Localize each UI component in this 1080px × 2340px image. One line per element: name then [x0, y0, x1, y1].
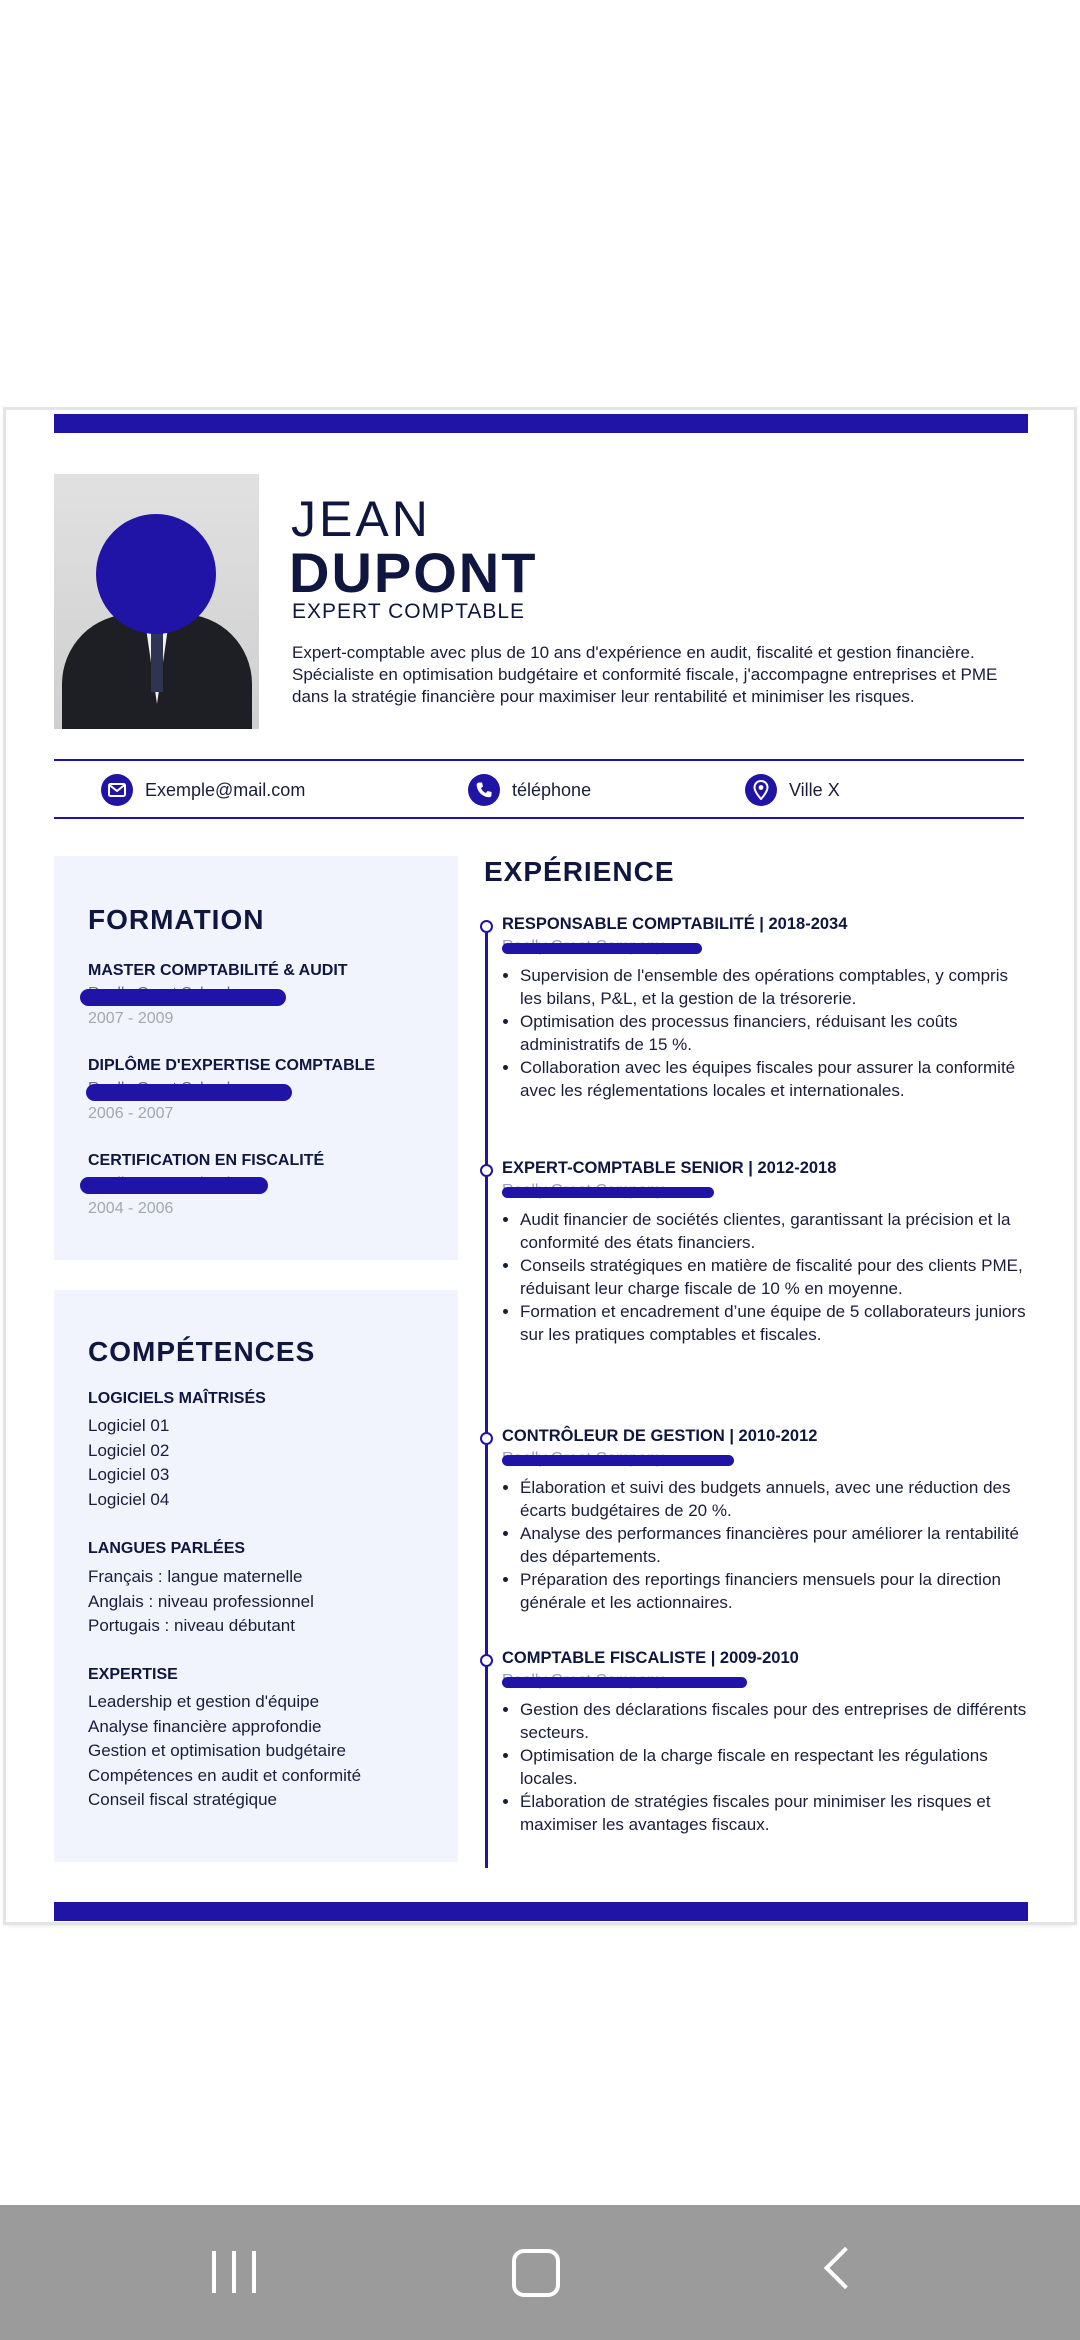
- bullet-item: • Gestion des déclarations fiscales pour des entreprises de différents secteurs.: [520, 1698, 1032, 1744]
- phone-icon: [468, 774, 500, 806]
- company-name: [502, 1670, 1032, 1692]
- competences-title: COMPÉTENCES: [88, 1336, 316, 1367]
- job-entry: [502, 1646, 1032, 1836]
- redaction-scribble: [502, 943, 702, 954]
- expertise-list: [88, 1690, 361, 1813]
- contact-email[interactable]: [101, 773, 305, 807]
- list-item: Analyse financière approfondie: [88, 1716, 322, 1736]
- job-role: EXPERT-COMPTABLE SENIOR | 2012-2018: [502, 1159, 837, 1177]
- bullet-item: • Préparation des reportings financiers mensuels pour la direction générale et les actionnaires.: [520, 1568, 1032, 1614]
- bullet-item: • Conseils stratégiques en matière de fiscalité pour des clients PME, réduisant leur charge fiscale de 10 % en moyenne.: [520, 1254, 1032, 1300]
- redaction-scribble: [80, 1177, 268, 1194]
- degree-name: DIPLÔME D'EXPERTISE COMPTABLE: [88, 1057, 376, 1074]
- list-item: Leadership et gestion d'équipe: [88, 1692, 320, 1711]
- mail-icon: [101, 774, 133, 806]
- back-icon[interactable]: [824, 2247, 866, 2289]
- bullet-item: • Optimisation des processus financiers, réduisant les coûts administratifs de 15 %.: [520, 1010, 1032, 1056]
- degree-name: MASTER COMPTABILITÉ & AUDIT: [88, 962, 348, 979]
- home-icon[interactable]: [512, 2249, 560, 2297]
- education-item: [88, 1149, 428, 1221]
- first-name: JEAN: [291, 491, 431, 547]
- timeline-dot: [480, 920, 493, 933]
- job-role: RESPONSABLE COMPTABILITÉ | 2018-2034: [502, 915, 848, 933]
- list-item: Logiciel 03: [88, 1465, 170, 1484]
- education-years: 2004 - 2006: [88, 1200, 174, 1217]
- list-item: Logiciel 01: [88, 1416, 170, 1435]
- school-name: [88, 1078, 428, 1100]
- degree-name: CERTIFICATION EN FISCALITÉ: [88, 1152, 325, 1169]
- bullet-item: • Collaboration avec les équipes fiscales pour assurer la conformité avec les réglementations locales et internationales.: [520, 1056, 1032, 1102]
- languages-heading: LANGUES PARLÉES: [88, 1540, 246, 1557]
- redaction-scribble: [502, 1187, 714, 1198]
- job-role: CONTRÔLEUR DE GESTION | 2010-2012: [502, 1427, 818, 1445]
- redaction-scribble: [502, 1455, 734, 1466]
- bottom-accent-bar: [54, 1902, 1028, 1921]
- school-name: [88, 1173, 428, 1195]
- expertise-heading: EXPERTISE: [88, 1666, 178, 1683]
- experience-title: EXPÉRIENCE: [484, 856, 675, 887]
- email-text: Exemple@mail.com: [145, 779, 306, 800]
- list-item: Français : langue maternelle: [88, 1567, 303, 1586]
- bullet-item: • Formation et encadrement d’une équipe de 5 collaborateurs juniors sur les pratiques comptables et fiscales.: [520, 1300, 1032, 1346]
- education-item: [88, 959, 428, 1031]
- company-name: [502, 1448, 1032, 1470]
- job-entry: [502, 912, 1032, 1102]
- list-item: Conseil fiscal stratégique: [88, 1790, 277, 1809]
- bullet-item: • Analyse des performances financières pour améliorer la rentabilité des départements.: [520, 1522, 1032, 1568]
- school-name: [88, 983, 428, 1005]
- phone-text: téléphone: [512, 779, 592, 800]
- software-list: [88, 1414, 169, 1512]
- profile-photo: [54, 474, 259, 729]
- education-item: [88, 1054, 428, 1126]
- job-title: EXPERT COMPTABLE: [292, 600, 526, 623]
- company-name: [502, 936, 1032, 958]
- redaction-scribble: [80, 989, 286, 1006]
- company-name: [502, 1180, 1032, 1202]
- job-bullets: [502, 1698, 1032, 1836]
- job-entry: [502, 1424, 1032, 1614]
- contact-top-divider: [54, 759, 1024, 761]
- education-years: 2007 - 2009: [88, 1010, 174, 1027]
- contact-location[interactable]: [745, 773, 840, 807]
- list-item: Logiciel 02: [88, 1440, 170, 1460]
- timeline-dot: [480, 1164, 493, 1177]
- list-item: Compétences en audit et conformité: [88, 1765, 362, 1785]
- languages-list: [88, 1565, 314, 1639]
- timeline-dot: [480, 1654, 493, 1667]
- timeline-dot: [480, 1432, 493, 1445]
- job-entry: [502, 1156, 1032, 1346]
- system-navigation-bar: [0, 2205, 1080, 2340]
- location-pin-icon: [745, 774, 777, 806]
- list-item: Logiciel 04: [88, 1489, 170, 1509]
- job-bullets: [502, 1208, 1032, 1346]
- bullet-item: • Optimisation de la charge fiscale en respectant les régulations locales.: [520, 1744, 1032, 1790]
- profile-summary: Expert-comptable avec plus de 10 ans d'expérience en audit, fiscalité et gestion financière. Spécialiste en optimisation budgétaire et conformité fiscale, j'accompagne entreprises et PME dans la stratégie financière pour maximiser leur rentabilité et minimiser les risques.: [292, 643, 998, 706]
- bullet-item: • Supervision de l'ensemble des opérations comptables, y compris les bilans, P&L, et la gestion de la trésorerie.: [520, 964, 1032, 1010]
- software-heading: LOGICIELS MAÎTRISÉS: [88, 1390, 266, 1407]
- timeline-line: [485, 924, 488, 1868]
- list-item: Gestion et optimisation budgétaire: [88, 1741, 346, 1760]
- job-role: COMPTABLE FISCALISTE | 2009-2010: [502, 1649, 799, 1667]
- bullet-item: • Élaboration et suivi des budgets annuels, avec une réduction des écarts budgétaires de 20 %.: [520, 1476, 1032, 1522]
- contact-bottom-divider: [54, 817, 1024, 819]
- bullet-item: • Audit financier de sociétés clientes, garantissant la précision et la conformité des états financiers.: [520, 1208, 1032, 1254]
- education-years: 2006 - 2007: [88, 1105, 174, 1122]
- job-bullets: [502, 964, 1032, 1102]
- contact-phone[interactable]: [468, 773, 591, 807]
- location-text: Ville X: [789, 779, 840, 800]
- list-item: Anglais : niveau professionnel: [88, 1591, 314, 1611]
- top-accent-bar: [54, 414, 1028, 433]
- resume-document: [6, 410, 1074, 1922]
- list-item: Portugais : niveau débutant: [88, 1616, 295, 1635]
- formation-title: FORMATION: [88, 904, 265, 935]
- last-name: DUPONT: [289, 541, 538, 604]
- job-bullets: [502, 1476, 1032, 1614]
- redaction-scribble: [502, 1677, 747, 1688]
- redaction-scribble: [86, 1084, 292, 1101]
- face-redaction-circle: [96, 514, 216, 634]
- bullet-item: • Élaboration de stratégies fiscales pour minimiser les risques et maximiser les avantages fiscaux.: [520, 1790, 1032, 1836]
- recent-apps-icon[interactable]: [212, 2251, 256, 2293]
